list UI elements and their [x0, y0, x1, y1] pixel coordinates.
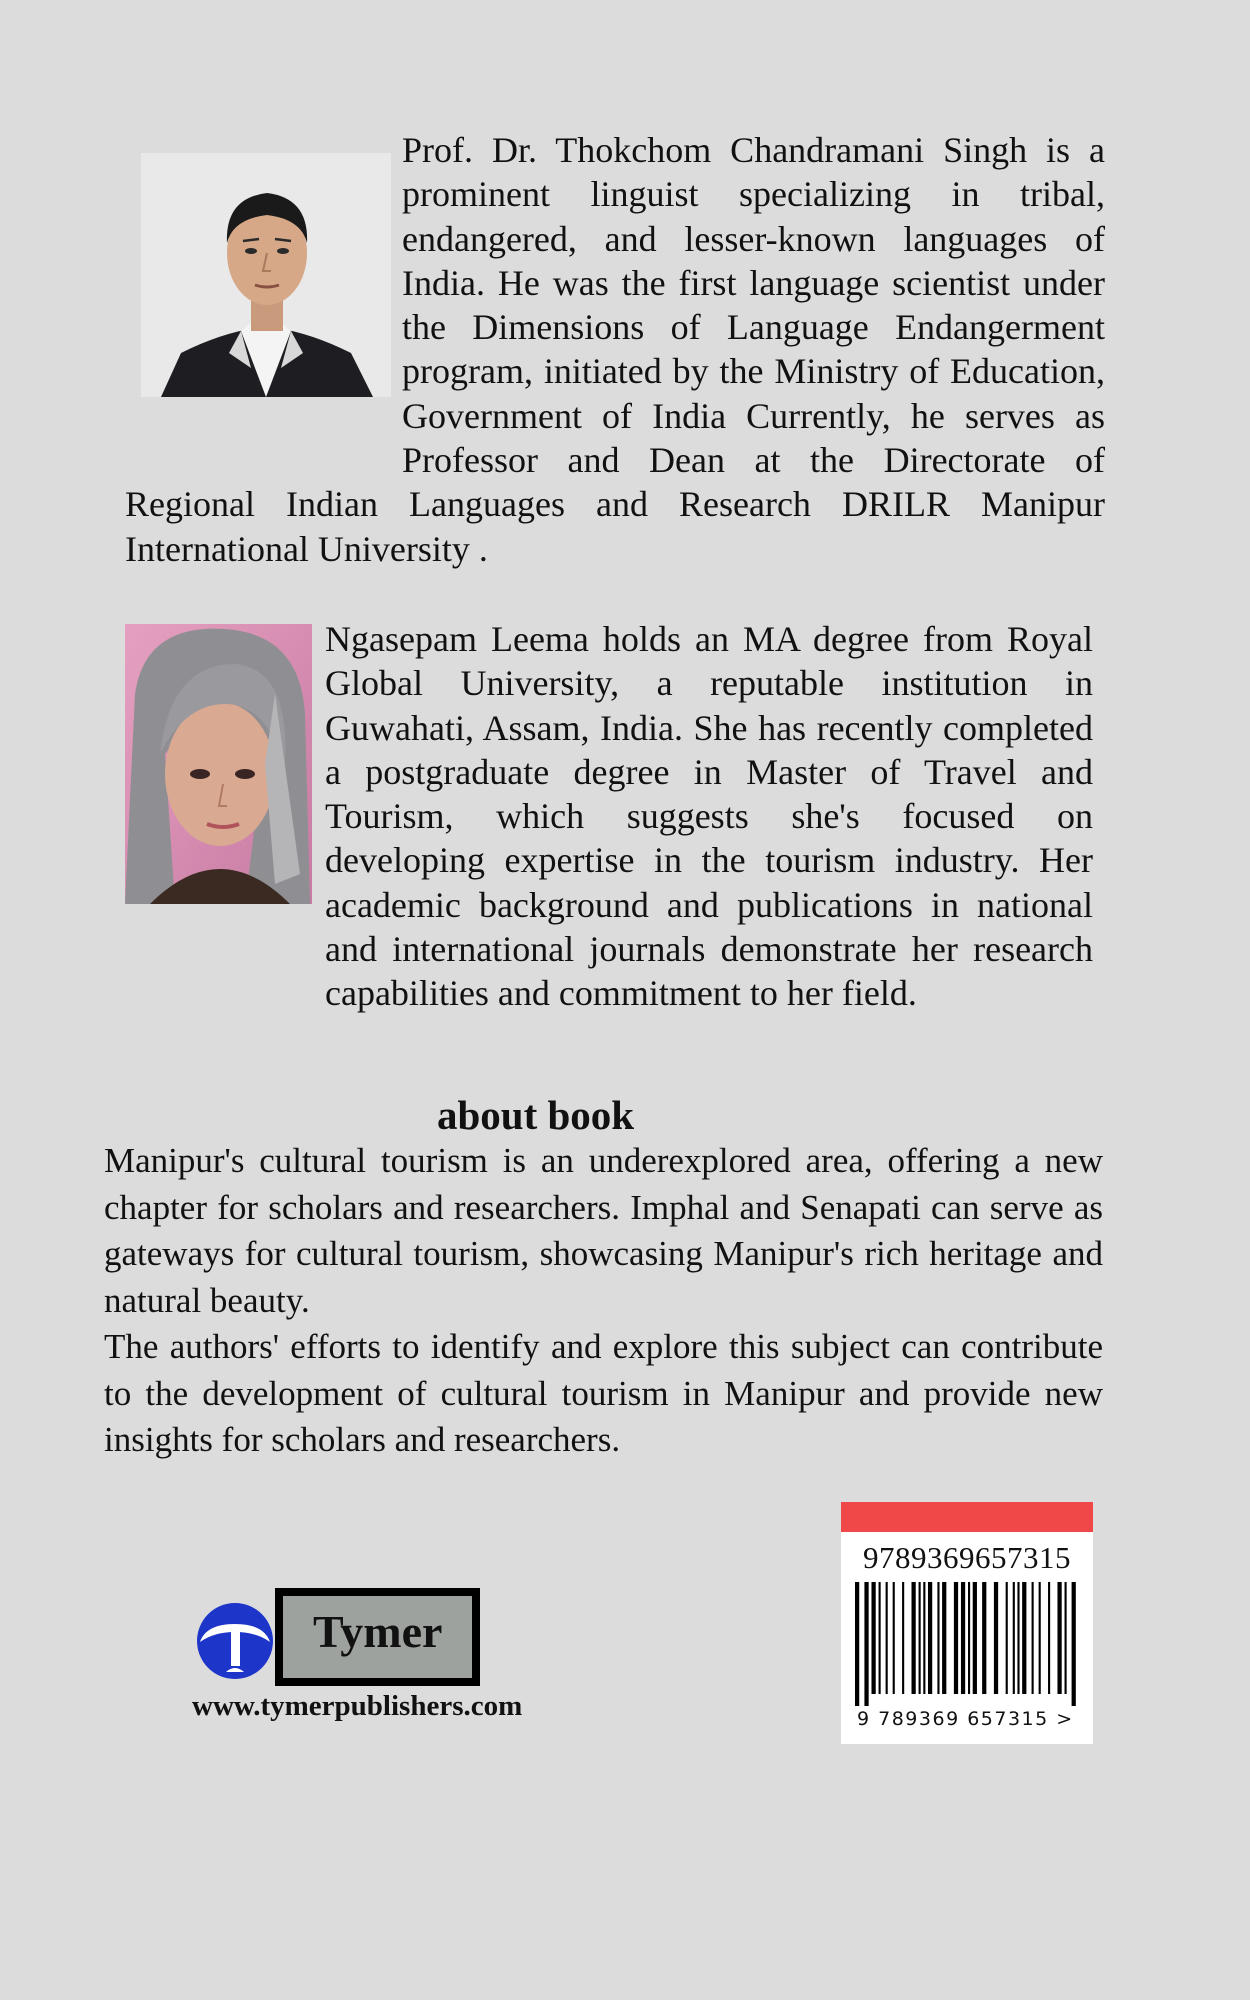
barcode-bar	[1022, 1582, 1026, 1694]
barcode-bar	[864, 1582, 868, 1706]
barcode-bar	[1072, 1582, 1076, 1706]
about-book-heading: about book	[437, 1092, 635, 1138]
barcode-bar	[886, 1582, 888, 1694]
publisher-logo-panel	[283, 1596, 472, 1678]
publisher-logo-box	[275, 1588, 480, 1686]
barcode-bar	[1048, 1582, 1050, 1694]
barcode-bar	[994, 1582, 998, 1694]
isbn-digits: 9 789369 657315 >	[857, 1708, 1074, 1730]
barcode-bar	[1032, 1582, 1034, 1694]
barcode-bar	[1006, 1582, 1008, 1694]
barcode-bar	[912, 1582, 916, 1694]
barcode-bar	[973, 1582, 977, 1694]
barcode-bar	[919, 1582, 921, 1694]
barcode-bar	[954, 1582, 958, 1694]
barcode-bar	[1057, 1582, 1061, 1694]
barcode-bar	[942, 1582, 946, 1694]
barcode-bar	[893, 1582, 895, 1694]
author2-portrait-image	[125, 624, 312, 904]
barcode-bar	[1039, 1582, 1041, 1694]
barcode-bar	[1017, 1582, 1019, 1694]
barcode-bar	[871, 1582, 875, 1694]
barcode-bar	[937, 1582, 939, 1694]
tymer-globe-logo-icon	[196, 1602, 274, 1680]
author1-bio-block	[125, 128, 1105, 571]
photo-spacer	[125, 128, 402, 444]
about-book-paragraph-2: The authors' efforts to identify and explore this subject can contribute to the development of cultural tourism in Manipur and provide new insights for scholars and researchers.	[104, 1327, 1103, 1459]
author1-bio: Prof. Dr. Thokchom Chandramani Singh is a prominent linguist specializing in tribal, endangered, and lesser-known languages of India. He was the first language scientist under the Dimensions of Language Endangerment program, initiated by the Ministry of Education, Government of India Currently, he serves as Professor and Dean at the Directorate of Regional Indian Languages and Research DRILR Manipur International University .	[125, 130, 1105, 569]
about-book-text	[104, 1138, 1103, 1464]
isbn-barcode	[841, 1502, 1093, 1744]
barcode-bar	[902, 1582, 904, 1694]
author2-bio: Ngasepam Leema holds an MA degree from Royal Global University, a reputable institution in Guwahati, Assam, India. She has recently completed a postgraduate degree in Master of Travel and Tourism, which suggests she's focused on developing expertise in the tourism industry. Her academic background and publications in national and international journals demonstrate her research capabilities and commitment to her field.	[325, 619, 1093, 1014]
barcode-bar	[928, 1582, 932, 1694]
publisher-name: Tymer	[313, 1606, 443, 1657]
barcode-bar	[982, 1582, 986, 1694]
barcode-bars	[855, 1582, 1081, 1706]
publisher-url: www.tymerpublishers.com	[192, 1690, 523, 1722]
about-book-paragraph-1: Manipur's cultural tourism is an underexplored area, offering a new chapter for scholars and researchers. Imphal and Senapati can serve as gateways for cultural tourism, showcasing Manipur's rich heritage and natural beauty.	[104, 1141, 1103, 1320]
author2-photo	[125, 624, 312, 904]
barcode-bar	[961, 1582, 965, 1694]
barcode-bar	[923, 1582, 925, 1694]
barcode-red-strip	[841, 1502, 1093, 1532]
barcode-bar	[879, 1582, 881, 1694]
isbn-number: 9789369657315	[863, 1540, 1071, 1575]
barcode-bar	[1013, 1582, 1015, 1694]
barcode-bar	[855, 1582, 859, 1706]
barcode-bar	[968, 1582, 970, 1694]
barcode-bar	[1065, 1582, 1067, 1694]
